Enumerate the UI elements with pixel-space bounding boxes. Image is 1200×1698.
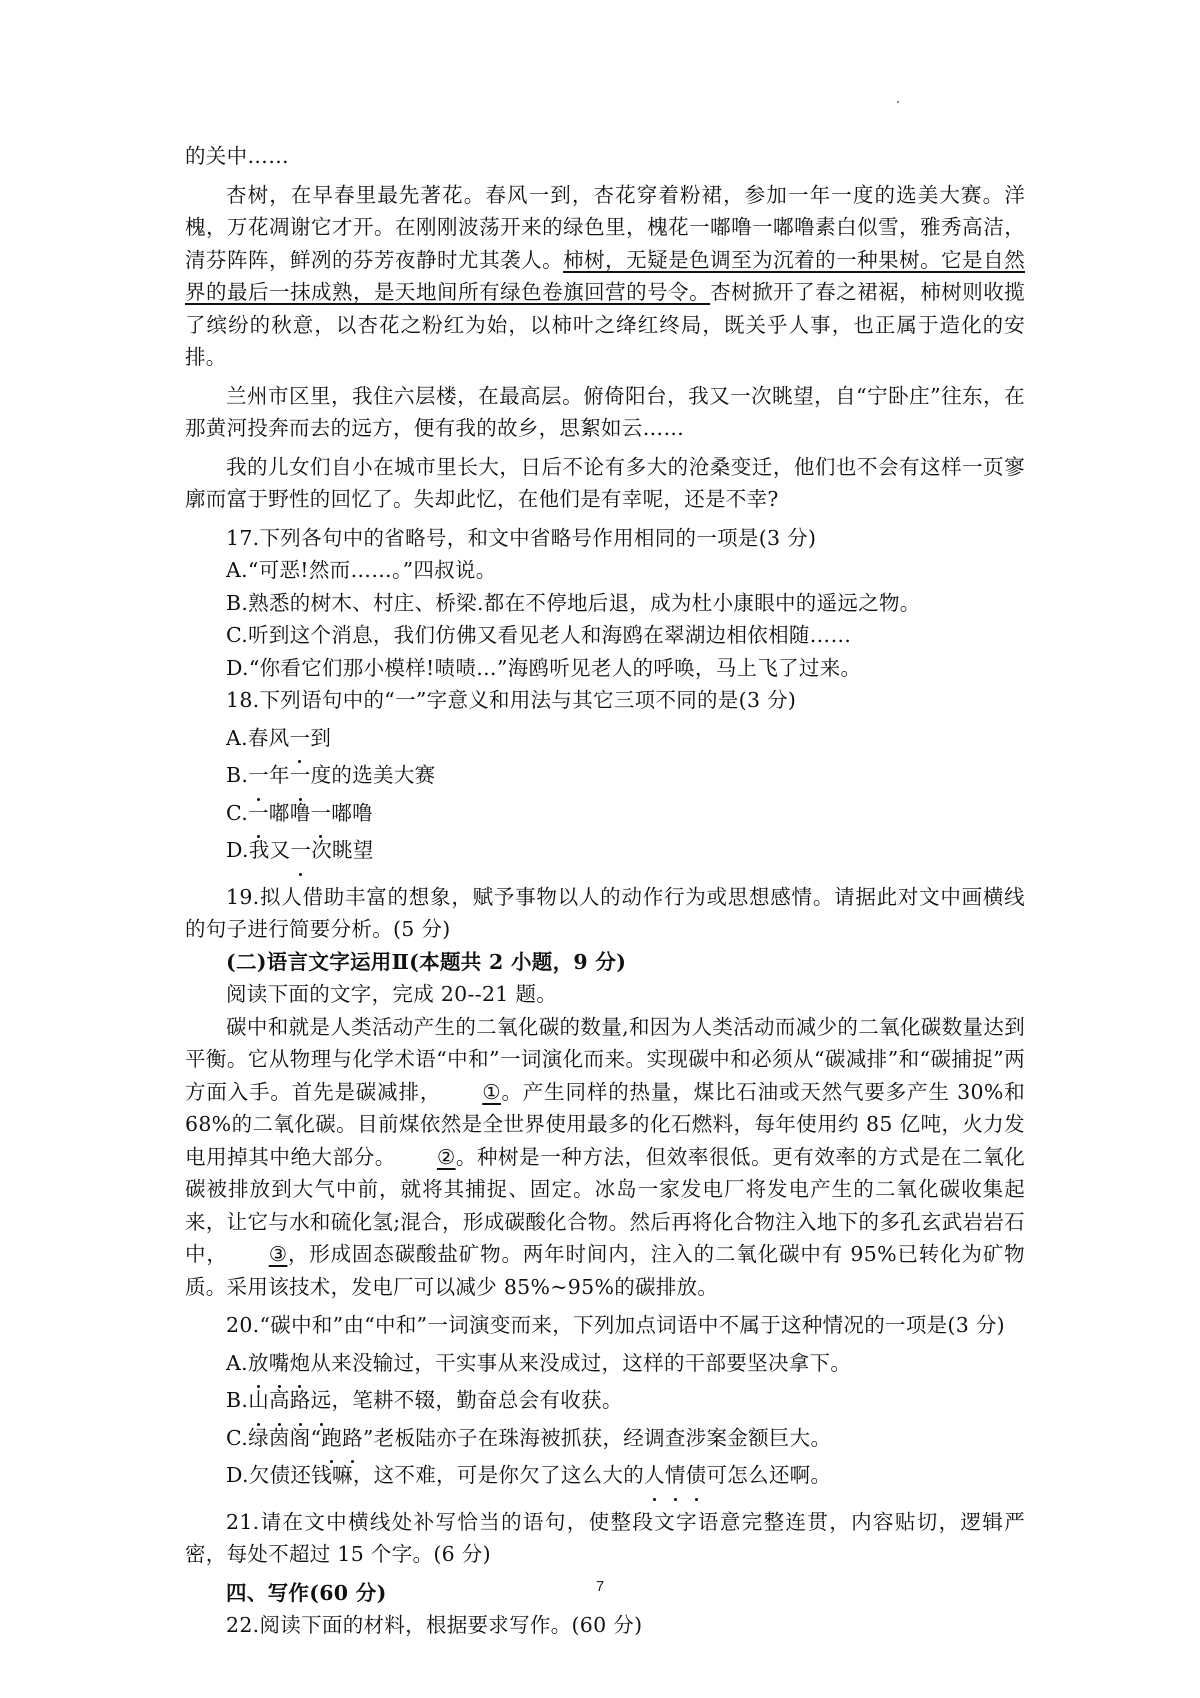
underlined-sentence: 柿树，无疑是色调至为沉着的一种果树。它是自然界的最后一抹成熟，是天地间所有绿色卷旗回营的号令。 (185, 247, 1025, 304)
dotted-character: 一 (248, 797, 269, 830)
question-22-stem: 22.阅读下面的材料，根据要求写作。(60 分) (226, 1613, 643, 1637)
page-content (185, 140, 1025, 1642)
page-number: 7 (595, 1578, 605, 1595)
dotted-character: 嘴 (269, 1347, 290, 1380)
dotted-character: 炮 (290, 1347, 311, 1380)
section-4-heading: 四、写作(60 分) (226, 1580, 387, 1605)
question-18-option-a (185, 722, 1025, 755)
passage-paragraph-children: 我的儿女们自小在城市里长大，日后不论有多大的沧桑变迁，他们也不会有这样一页寥廓而富于野性的回忆了。失却此忆，在他们是有幸呢，还是不幸? (185, 454, 1025, 511)
dotted-character: 一 (248, 759, 269, 792)
question-18-stem: 18.下列语句中的“一”字意义和用法与其它三项不同的是(3 分) (226, 688, 797, 712)
question-17-option-d: D.“你看它们那小模样!啧啧…”海鸥听见老人的呼唤，马上飞了过来。 (226, 655, 862, 680)
question-18-option-d (185, 834, 1025, 867)
dotted-character: 人 (644, 1459, 665, 1492)
dotted-character: 一 (290, 834, 311, 867)
dotted-word (248, 1351, 310, 1375)
passage-paragraph-lanzhou: 兰州市区里，我住六层楼，在最高层。俯倚阳台，我又一次眺望，自“宁卧庄”往东，在那黄河投奔而去的远方，便有我的故乡，思絮如云…… (185, 383, 1025, 440)
question-17-option-b: B.熟悉的树木、村庄、桥梁.都在不停地后退，成为杜小康眼中的遥远之物。 (226, 590, 921, 615)
dotted-character: 远 (311, 1384, 332, 1417)
question-19-stem: 19.拟人借助丰富的想象，赋予事物以人的动作行为或思想感情。请据此对文中画横线的句子进行简要分析。(5 分) (185, 884, 1025, 941)
carbon-neutral-passage (185, 1011, 1025, 1304)
question-20-option-b (185, 1384, 1025, 1417)
passage-text: 。种树是一种方法，但效率很低。更有效率的方式是在二氧化碳被排放到大气中前，就将其捕捉、固定。冰岛一家发电厂将发电产生的二氧化碳收集起来，让它与水和硫化氢;混合，形成碳酸化合物。然后再将化合物注入地下的多孔玄武岩岩石中， (185, 1144, 1026, 1266)
question-17-option-a: A.“可恶!然而……。”四叔说。 (226, 558, 497, 582)
option-text: C. (226, 800, 249, 825)
option-text: D.欠债还钱嘛，这不难，可是你欠了这么大的 (226, 1463, 645, 1487)
dotted-character: 跑 (321, 1422, 342, 1455)
option-text: A. (226, 1350, 248, 1375)
dotted-character: 一 (290, 722, 311, 755)
option-text: B. (226, 763, 249, 787)
option-text: 从来没输过，干实事从来没成过，这样的干部要坚决拿下。 (310, 1350, 852, 1375)
blank-3: ③ (268, 1242, 288, 1266)
dotted-word (321, 1426, 363, 1450)
dotted-character: 山 (248, 1384, 269, 1417)
blank-2: ② (436, 1144, 456, 1169)
passage-text: 杏树掀开了春之裙裾，柿树则收揽了缤纷的秋意，以杏花之粉红为始，以柿叶之绛红终局，既关乎人事，也正属于造化的安排。 (185, 280, 1026, 369)
option-text: 嘟噜 (331, 800, 373, 825)
option-text: B. (226, 1388, 249, 1412)
dotted-character: 路 (290, 1384, 311, 1417)
question-20-stem: 20.“碳中和”由“中和”一词演变而来，下列加点词语中不属于这种情况的一项是(3 分) (226, 1313, 1005, 1337)
blank-1: ① (482, 1079, 501, 1104)
option-text: ，笔耕不辍，勤奋总会有收获。 (331, 1388, 623, 1412)
dotted-word (248, 1388, 331, 1412)
option-text: C.绿茵阁“ (226, 1425, 322, 1450)
question-20-option-c (185, 1422, 1025, 1455)
question-20-option-d (185, 1459, 1025, 1492)
section-2-instruction: 阅读下面的文字，完成 20--21 题。 (226, 982, 558, 1006)
scan-speck (897, 101, 899, 103)
dotted-character: 债 (686, 1459, 707, 1492)
passage-text: 。产生同样的热量，煤比石油或天然气要多产生 30%和 68%的二氧化碳。目前煤依然是全世界使用最多的化石燃料，每年使用约 85 亿吨，火力发电用掉其中绝大部分。 (185, 1079, 1025, 1169)
dotted-character: 放 (248, 1347, 269, 1380)
passage-paragraph-trees (185, 179, 1025, 374)
dotted-character: 一 (311, 797, 332, 830)
passage-text: 杏树，在早春里最先著花。春风一到，杏花穿着粉裙，参加一年一度的选美大赛。洋槐，万花凋谢它才开。在刚刚波荡开来的绿色里，槐花一嘟噜一嘟噜素白似雪，雅秀高洁，清芬阵阵，鲜冽的芬芳夜静时尤其袭人。 (185, 182, 1025, 272)
option-text: 年 (269, 763, 290, 787)
question-18-option-c (185, 797, 1025, 830)
option-text: 到 (310, 725, 332, 750)
option-text: D.我又 (226, 838, 291, 862)
question-17-stem: 17.下列各句中的省略号，和文中省略号作用相同的一项是(3 分) (226, 525, 817, 550)
dotted-word (644, 1463, 706, 1487)
option-text: 次眺望 (311, 838, 374, 862)
section-2-heading: (二)语言文字运用Ⅱ(本题共 2 小题，9 分) (226, 949, 627, 974)
dotted-character: 高 (269, 1384, 290, 1417)
question-17-option-c: C.听到这个消息，我们仿佛又看见老人和海鸥在翠湖边相依相随…… (226, 623, 852, 647)
passage-text: ，形成固态碳酸盐矿物。两年时间内，注入的二氧化碳中有 95%已转化为矿物质。采用该技术，发电厂可以减少 85%~95%的碳排放。 (185, 1242, 1025, 1299)
option-text: 嘟噜 (268, 800, 311, 825)
dotted-character: 情 (665, 1459, 686, 1492)
passage-fragment: 的关中…… (185, 144, 289, 168)
question-20-option-a (185, 1347, 1025, 1380)
passage-text: 碳中和就是人类活动产生的二氧化碳的数量,和因为人类活动而减少的二氧化碳数量达到平衡。它从物理与化学术语“中和”一词演化而来。实现碳中和必须从“碳减排”和“碳捕捉”两方面入手。首先是碳减排， (185, 1014, 1025, 1104)
option-text: 可怎么还啊。 (706, 1463, 832, 1487)
dotted-character: 路 (342, 1422, 363, 1455)
option-text: 度的选美大赛 (310, 763, 436, 787)
option-text: A.春风 (226, 725, 290, 750)
dotted-character: 一 (290, 759, 311, 792)
question-18-option-b (185, 759, 1025, 792)
option-text: ”老板陆亦子在珠海被抓获，经调查涉案金额巨大。 (362, 1425, 832, 1450)
question-21-stem: 21.请在文中横线处补写恰当的语句，使整段文字语意完整连贯，内容贴切，逻辑严密，每处不超过 15 个字。(6 分) (185, 1509, 1025, 1566)
